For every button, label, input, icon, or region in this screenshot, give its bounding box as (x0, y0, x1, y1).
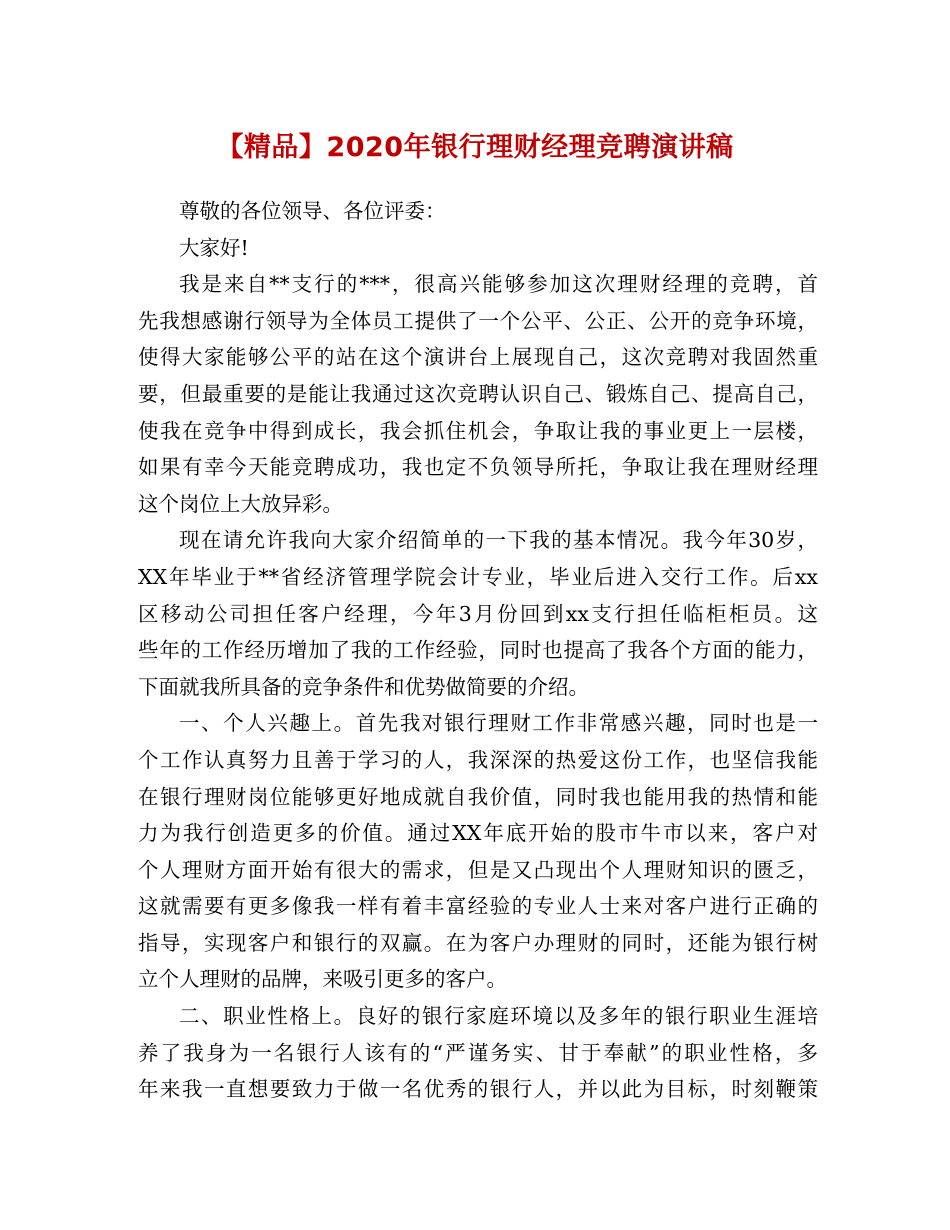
text-line: 先我想感谢行领导为全体员工提供了一个公平、公正、公开的竞争环境， (138, 308, 818, 333)
text-line: 个工作认真努力且善于学习的人，我深深的热爱这份工作，也坚信我能 (138, 747, 818, 772)
text-line: 指导，实现客户和银行的双赢。在为客户办理财的同时，还能为银行树 (138, 930, 818, 955)
text-line: 养了我身为一名银行人该有的“严谨务实、甘于奉献”的职业性格，多 (138, 1040, 818, 1065)
document-body (138, 193, 818, 1108)
text-line: 立个人理财的品牌，来吸引更多的客户。 (138, 967, 507, 992)
text-line: 一、个人兴趣上。首先我对银行理财工作非常感兴趣，同时也是一 (179, 711, 818, 736)
text-line: 下面就我所具备的竞争条件和优势做简要的介绍。 (138, 674, 589, 699)
text-line: 大家好! (179, 235, 249, 260)
text-line: 在银行理财岗位能够更好地成就自我价值，同时我也能用我的热情和能 (138, 784, 818, 809)
text-line: 年来我一直想要致力于做一名优秀的银行人，并以此为目标，时刻鞭策 (138, 1077, 818, 1102)
text-line: 我是来自**支行的***，很高兴能够参加这次理财经理的竞聘，首 (179, 272, 818, 297)
text-line: 二、职业性格上。良好的银行家庭环境以及多年的银行职业生涯培 (179, 1004, 818, 1029)
text-line: 区移动公司担任客户经理，今年3月份回到xx支行担任临柜柜员。这 (138, 601, 818, 626)
text-line: 这个岗位上大放异彩。 (138, 491, 343, 516)
text-line: 力为我行创造更多的价值。通过XX年底开始的股市牛市以来，客户对 (138, 821, 818, 846)
text-line: 这就需要有更多像我一样有着丰富经验的专业人士来对客户进行正确的 (138, 894, 818, 919)
text-line: 尊敬的各位领导、各位评委： (179, 199, 446, 223)
text-line: 使我在竞争中得到成长，我会抓住机会，争取让我的事业更上一层楼， (138, 418, 818, 443)
text-line: 要，但最重要的是能让我通过这次竞聘认识自己、锻炼自己、提高自己， (138, 381, 818, 406)
text-line: XX年毕业于**省经济管理学院会计专业，毕业后进入交行工作。后xx (138, 564, 818, 589)
text-line: 个人理财方面开始有很大的需求，但是又凸现出个人理财知识的匮乏， (138, 857, 818, 882)
text-line: 些年的工作经历增加了我的工作经验，同时也提高了我各个方面的能力， (138, 638, 818, 663)
text-line: 现在请允许我向大家介绍简单的一下我的基本情况。我今年30岁， (179, 528, 818, 553)
text-line: 如果有幸今天能竞聘成功，我也定不负领导所托，争取让我在理财经理 (138, 455, 818, 480)
text-line: 使得大家能够公平的站在这个演讲台上展现自己，这次竞聘对我固然重 (138, 345, 818, 370)
document-title: 【精品】2020年银行理财经理竞聘演讲稿 (216, 132, 734, 163)
